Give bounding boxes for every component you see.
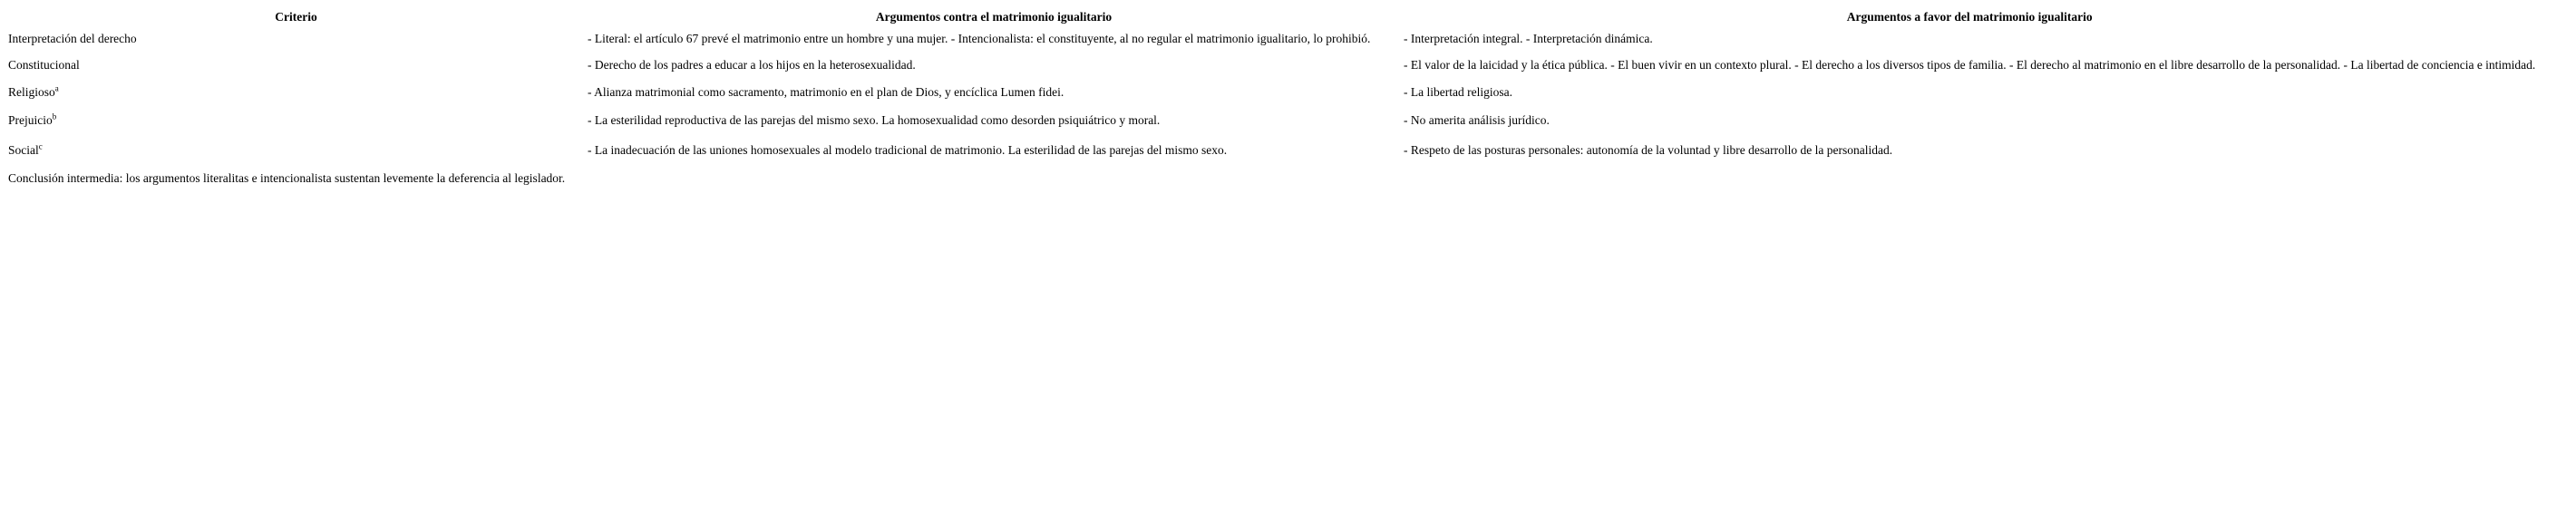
arguments-table — [5, 7, 2538, 197]
criterio-label: Religioso — [8, 84, 55, 99]
criterio-cell — [7, 111, 585, 139]
footnote-marker: a — [54, 83, 59, 93]
contra-cell: - La esterilidad reproductiva de las parejas del mismo sexo. La homosexualidad como desorden psiquiátrico y moral. — [588, 112, 1161, 127]
favor-cell: - Interpretación integral. - Interpretación dinámica. — [1404, 32, 1653, 46]
table-row — [7, 31, 2536, 55]
table-row — [7, 57, 2536, 82]
criterio-label: Interpretación del derecho — [8, 32, 137, 46]
criterio-cell — [7, 140, 585, 169]
footnote-marker: c — [38, 141, 43, 151]
table-row — [7, 84, 2536, 109]
favor-cell: - No amerita análisis jurídico. — [1404, 112, 1550, 127]
table-header-row — [7, 9, 2536, 29]
favor-cell: - Respeto de las posturas personales: autonomía de la voluntad y libre desarrollo de la personalidad. — [1404, 142, 1893, 157]
header-favor: Argumentos a favor del matrimonio igualitario — [1846, 10, 2093, 24]
contra-cell: - La inadecuación de las uniones homosexuales al modelo tradicional de matrimonio. La esterilidad de las parejas del mismo sexo. — [588, 142, 1228, 157]
conclusion-row — [7, 170, 2536, 195]
contra-cell: - Alianza matrimonial como sacramento, matrimonio en el plan de Dios, y encíclica Lumen fidei. — [588, 84, 1064, 99]
criterio-cell — [7, 31, 585, 55]
header-contra: Argumentos contra el matrimonio igualitario — [875, 10, 1113, 24]
conclusion-text: Conclusión intermedia: los argumentos literalitas e intencionalista sustentan levemente la deferencia al legislador. — [8, 171, 566, 186]
contra-cell: - Derecho de los padres a educar a los hijos en la heterosexualidad. — [588, 58, 916, 73]
criterio-cell — [7, 57, 585, 82]
favor-cell: - El valor de la laicidad y la ética pública. - El buen vivir en un contexto plural. - El derecho a los diversos tipos de familia. - El derecho al matrimonio en el libre desarrollo de la personalidad. - La libertad de conciencia e intimidad. — [1404, 58, 2536, 73]
contra-cell: - Literal: el artículo 67 prevé el matrimonio entre un hombre y una mujer. - Intencionalista: el constituyente, al no regular el matrimonio igualitario, lo prohibió. — [588, 32, 1371, 46]
table-row — [7, 111, 2536, 139]
criterio-label: Prejuicio — [8, 112, 53, 127]
table-row — [7, 140, 2536, 169]
header-criterio: Criterio — [275, 10, 317, 24]
criterio-label: Constitucional — [8, 58, 80, 73]
criterio-label: Social — [8, 142, 39, 157]
favor-cell: - La libertad religiosa. — [1404, 84, 1512, 99]
footnote-marker: b — [52, 111, 57, 121]
criterio-cell — [7, 84, 585, 109]
